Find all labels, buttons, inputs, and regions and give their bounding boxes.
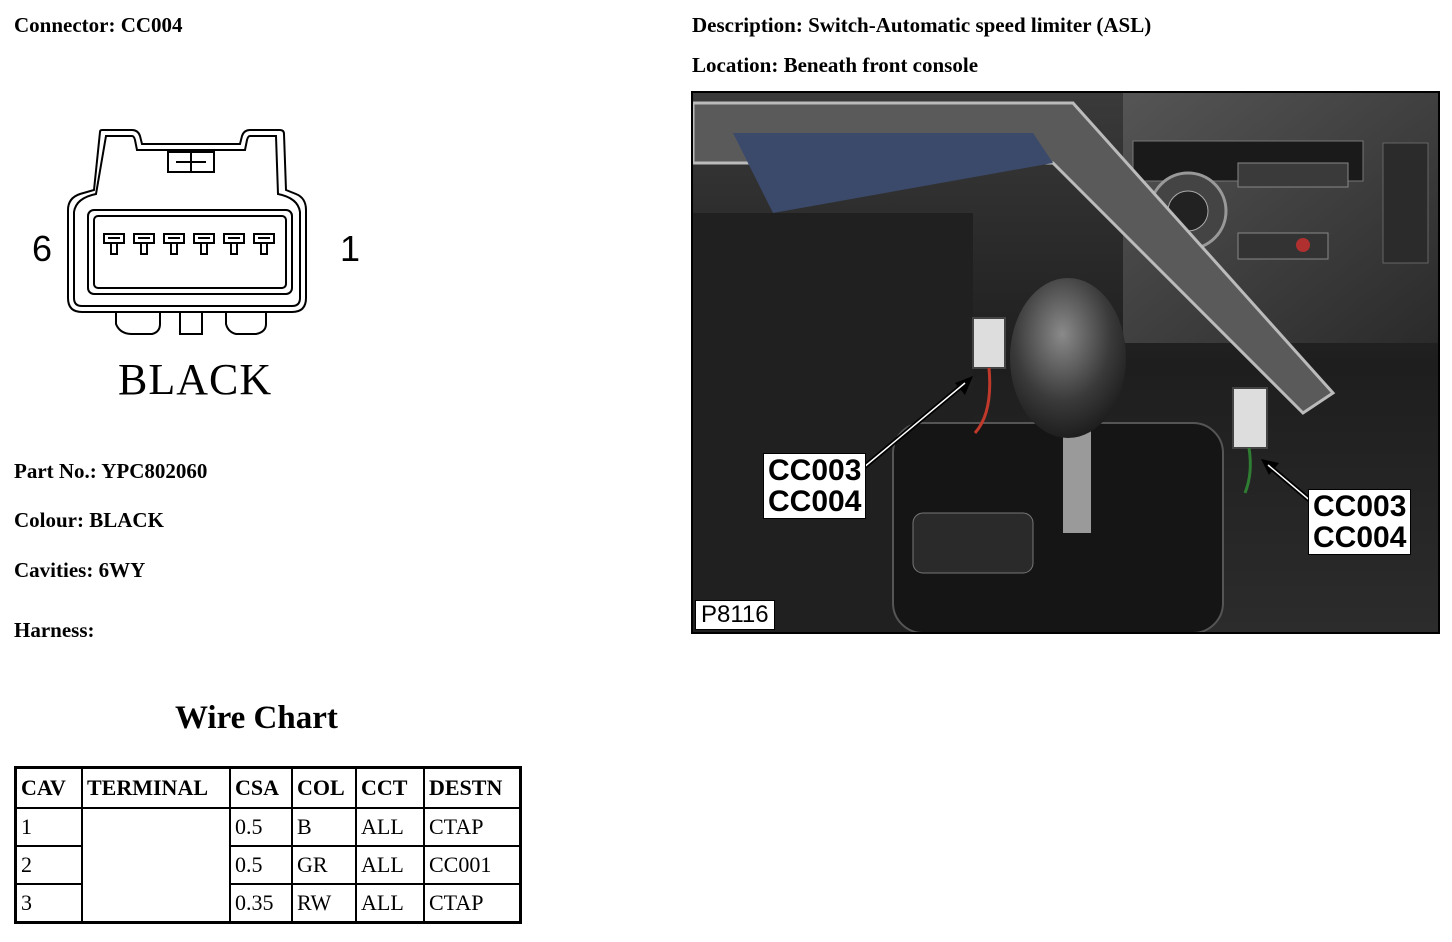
connector-label: Connector: CC004 xyxy=(14,13,183,37)
photo-code: P8116 xyxy=(695,600,775,630)
cell-cct: ALL xyxy=(356,846,424,884)
wire-chart-table xyxy=(14,766,522,924)
wire-chart-title: Wire Chart xyxy=(175,700,338,736)
photo-callout-left xyxy=(763,453,866,519)
pin-number-left: 6 xyxy=(32,228,53,269)
cell-cav: 3 xyxy=(16,884,83,923)
cell-cct: ALL xyxy=(356,808,424,846)
col-header-csa: CSA xyxy=(230,768,292,809)
cell-destn: CTAP xyxy=(424,808,521,846)
description-label: Description: Switch-Automatic speed limiter (ASL) xyxy=(692,13,1152,37)
cell-cct: ALL xyxy=(356,884,424,923)
col-header-col: COL xyxy=(292,768,356,809)
callout-right-line-2: CC004 xyxy=(1313,521,1407,554)
cell-terminal xyxy=(82,808,230,923)
cell-csa: 0.35 xyxy=(230,884,292,923)
table-header-row xyxy=(16,768,521,809)
callout-right-line-1: CC003 xyxy=(1313,490,1407,523)
pin-number-right: 1 xyxy=(340,228,361,269)
callout-left-line-1: CC003 xyxy=(768,454,862,487)
location-photo xyxy=(691,91,1440,634)
location-label: Location: Beneath front console xyxy=(692,53,979,77)
col-header-cav: CAV xyxy=(16,768,83,809)
cell-destn: CTAP xyxy=(424,884,521,923)
harness-label: Harness: xyxy=(14,618,95,642)
cell-csa: 0.5 xyxy=(230,846,292,884)
photo-callout-right xyxy=(1308,489,1411,555)
part-number-label: Part No.: YPC802060 xyxy=(14,459,208,483)
cell-destn: CC001 xyxy=(424,846,521,884)
colour-label: Colour: BLACK xyxy=(14,508,164,532)
cell-col: RW xyxy=(292,884,356,923)
cavities-label: Cavities: 6WY xyxy=(14,558,146,582)
cell-cav: 2 xyxy=(16,846,83,884)
col-header-cct: CCT xyxy=(356,768,424,809)
table-row xyxy=(16,808,521,846)
cell-csa: 0.5 xyxy=(230,808,292,846)
col-header-terminal: TERMINAL xyxy=(82,768,230,809)
connector-face-diagram xyxy=(60,120,320,340)
connector-colour-caption: BLACK xyxy=(118,355,273,404)
cell-col: GR xyxy=(292,846,356,884)
cell-cav: 1 xyxy=(16,808,83,846)
cell-col: B xyxy=(292,808,356,846)
callout-left-line-2: CC004 xyxy=(768,485,862,518)
col-header-destn: DESTN xyxy=(424,768,521,809)
